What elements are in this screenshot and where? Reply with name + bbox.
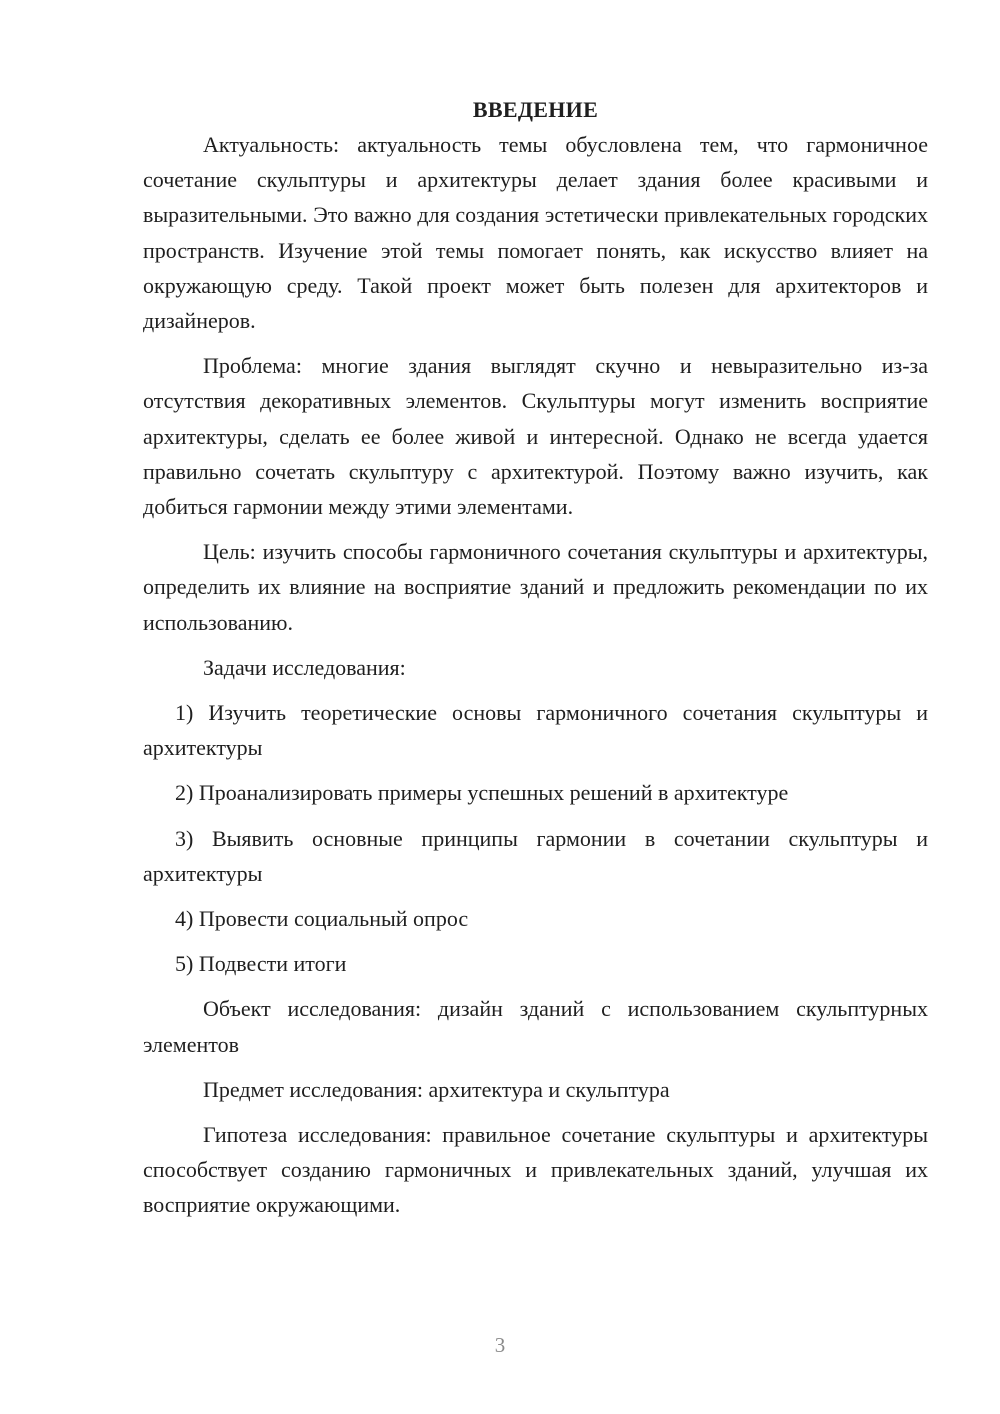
task-item-4: 4) Провести социальный опрос	[175, 906, 469, 932]
paragraph-relevance: Актуальность: актуальность темы обусловлена тем, что гармоничное сочетание скульптуры и архитектуры делает здания более красивыми и выразительными. Это важно для создания эстетически привлекательных городских пространств. Изучение этой темы помогает понять, как искусство влияет на окружающую среду. Такой проект может быть полезен для архитекторов и дизайнеров.	[143, 132, 928, 334]
page-title: ВВЕДЕНИЕ	[472, 97, 599, 122]
task-item-2: 2) Проанализировать примеры успешных решений в архитектуре	[175, 780, 789, 806]
paragraph-hypothesis: Гипотеза исследования: правильное сочетание скульптуры и архитектуры способствует созданию гармоничных и привлекательных зданий, улучшая их восприятие окружающими.	[143, 1122, 928, 1218]
task-item-3: 3) Выявить основные принципы гармонии в сочетании скульптуры и архитектуры	[143, 825, 928, 886]
paragraph-goal: Цель: изучить способы гармоничного сочетания скульптуры и архитектуры, определить их влияние на восприятие зданий и предложить рекомендации по их использованию.	[143, 539, 928, 635]
task-item-1: 1) Изучить теоретические основы гармоничного сочетания скульптуры и архитектуры	[143, 700, 928, 761]
paragraph-problem: Проблема: многие здания выглядят скучно и невыразительно из-за отсутствия декоративных элементов. Скульптуры могут изменить восприятие архитектуры, сделать ее более живой и интересной. Однако не всегда удается правильно сочетать скульптуру с архитектурой. Поэтому важно изучить, как добиться гармонии между этими элементами.	[143, 353, 928, 520]
task-item-5: 5) Подвести итоги	[175, 951, 347, 977]
paragraph-subject: Предмет исследования: архитектура и скульптура	[203, 1076, 670, 1102]
page-number: 3	[494, 1333, 506, 1357]
paragraph-object: Объект исследования: дизайн зданий с использованием скульптурных элементов	[143, 996, 928, 1057]
document-page	[143, 92, 928, 1233]
tasks-heading: Задачи исследования:	[203, 654, 406, 680]
